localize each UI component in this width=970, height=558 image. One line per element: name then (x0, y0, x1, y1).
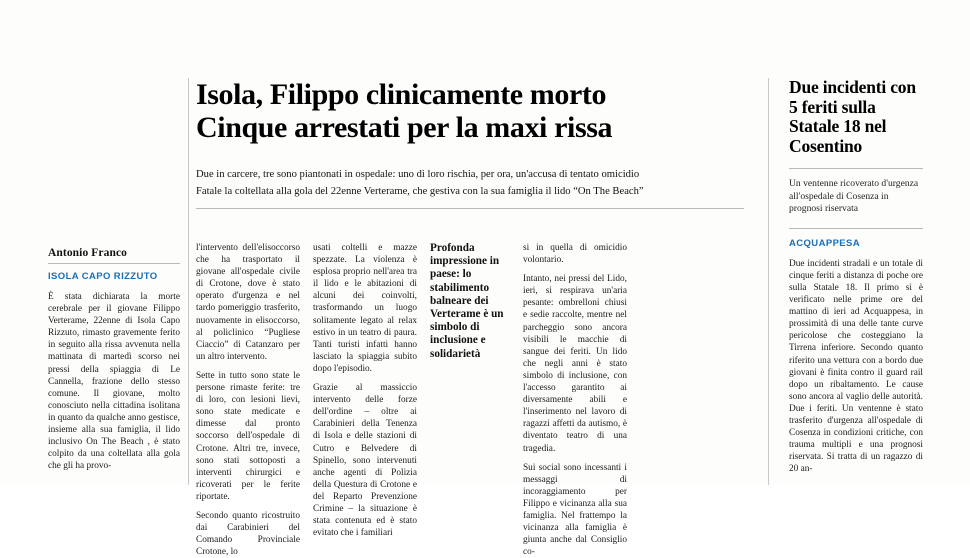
paragraph: Intanto, nei pressi del Lido, ieri, si respirava un'aria pesante: ombrelloni chiusi e sedie raccolte, mentre nel parcheggio sono ancora visibili le macchie di sangue dei feriti. Un lido che negli anni è stato simbolo di inclusione, con l'accesso garantito ai diversamente abili e l'inserimento nel lavoro di ragazzi affetti da autismo, è diventato teatro di una tragedia. (523, 274, 627, 454)
sidebar-body: Due incidenti stradali e un totale di cinque feriti a distanza di poche ore sulla Statale 18. Il primo si è verificato nelle prime ore del mattino di ieri ad Acquappesa, in prossimità di una delle tante curve pericolose che costeggiano la Tirrena inferiore. Secondo quanto riferito una vettura con a bordo due giovani è finita contro il guard rail dopo un ribaltamento. Le cause sono ancora al vaglio delle autorità. Due i feriti. Un ventenne è stato trasferito d'urgenza all'ospedale di Cosenza in condizioni critiche, con trauma multipli e una prognosi riservata. Si tratta di un ragazzo di 20 an- (789, 258, 923, 475)
section-kicker: ISOLA CAPO RIZZUTO (48, 271, 158, 282)
paragraph: Sui social sono incessanti i messaggi di incoraggiamento per Filippo e vicinanza alla sua famiglia. Nel frattempo la vicinanza alla famiglia è giunta anche dal Consiglio co- (523, 462, 627, 558)
paragraph: l'intervento dell'elisoccorso che ha trasportato il giovane all'ospedale civile di Crotone, dove è stato operato d'urgenza e nel tardo pomeriggio trasferito, nuovamente in elisoccorso, al policlinico “Pugliese Ciaccio” di Catanzaro per un altro intervento. (196, 243, 300, 362)
headline-line-1: Isola, Filippo clinicamente morto (196, 78, 607, 111)
column-divider-left (188, 78, 189, 485)
headline-line-2: Cinque arrestati per la maxi rissa (196, 111, 613, 144)
sidebar-kicker: ACQUAPPESA (789, 237, 861, 249)
paragraph: usati coltelli e mazze spezzate. La violenza è esplosa proprio nell'area tra il lido e le abitazioni di alcuni dei coinvolti, trasformando un luogo solitamente legato al relax estivo in un teatro di paura. Tanti turisti infatti hanno lasciato la spiaggia subito dopo l'episodio. (313, 243, 417, 374)
sidebar-divider-1 (789, 168, 923, 169)
left-column-body: È stata dichiarata la morte cerebrale per il giovane Filippo Verterame, 22enne di Isola Capo Rizzuto, rimasto gravemente ferito in seguito alla rissa avvenuta nella mattinata di martedì scorso nei pressi della spiaggia di Le Cannella, frazione dello stesso comune. Il giovane, molto conosciuto nella cittadina isolitana in quanto da qualche anno gestisce, insieme alla sua famiglia, il lido inclusivo On The Beach , è stato colpito da una coltellata alla gola che gli ha provo- (48, 292, 180, 472)
column-divider-right (768, 78, 769, 485)
article-columns (196, 242, 744, 558)
headline-block (196, 78, 744, 209)
paragraph: Sette in tutto sono state le persone rimaste ferite: tre di loro, con lesioni lievi, sono state medicate e dimesse dal pronto soccorso dell'ospedale di Crotone. Altri tre, invece, sono stati sottoposti a interventi chirurgici e ricoverati per le ferite riportate. (196, 370, 300, 502)
deck-line-2: Fatale la coltellata alla gola del 22enne Verterame, che gestiva con la sua famiglia il lido “On The Beach” (196, 185, 644, 197)
paragraph: si in quella di omicidio volontario. (523, 243, 627, 266)
deck-divider (196, 208, 744, 209)
sidebar-divider-2 (789, 228, 923, 229)
sidebar-headline: Due incidenti con 5 feriti sulla Statale 18 nel Cosentino (789, 77, 916, 156)
paragraph: Grazie al massiccio intervento delle forze dell'ordine – oltre ai Carabinieri della Tenenza di Isola e delle stazioni di Cutro e Belvedere di Spinello, sono intervenuti anche agenti di Polizia della Questura di Crotone e del Reparto Prevenzione Crimine – la situazione è stata contenuta ed è stato evitato che i familiari (313, 383, 417, 539)
sidebar-article (789, 78, 923, 475)
left-column (48, 247, 180, 472)
article-column-4 (523, 242, 627, 558)
sidebar-deck: Un ventenne ricoverato d'urgenza all'ospedale di Cosenza in prognosi riservata (789, 178, 919, 215)
deck-line-1: Due in carcere, tre sono piantonati in ospedale: uno di loro rischia, per ora, un'accusa di tentato omicidio (196, 169, 640, 180)
byline: Antonio Franco (48, 247, 180, 264)
article-column-2 (313, 242, 417, 539)
article-column-3-pullquote (430, 242, 510, 361)
article-column-1 (196, 242, 300, 558)
pull-quote: Profonda impressione in paese: lo stabilimento balneare dei Verterame è un simbolo di inclusione e solidarietà (430, 242, 504, 360)
paragraph: Secondo quanto ricostruito dai Carabinieri del Comando Provinciale Crotone, lo (196, 510, 300, 558)
